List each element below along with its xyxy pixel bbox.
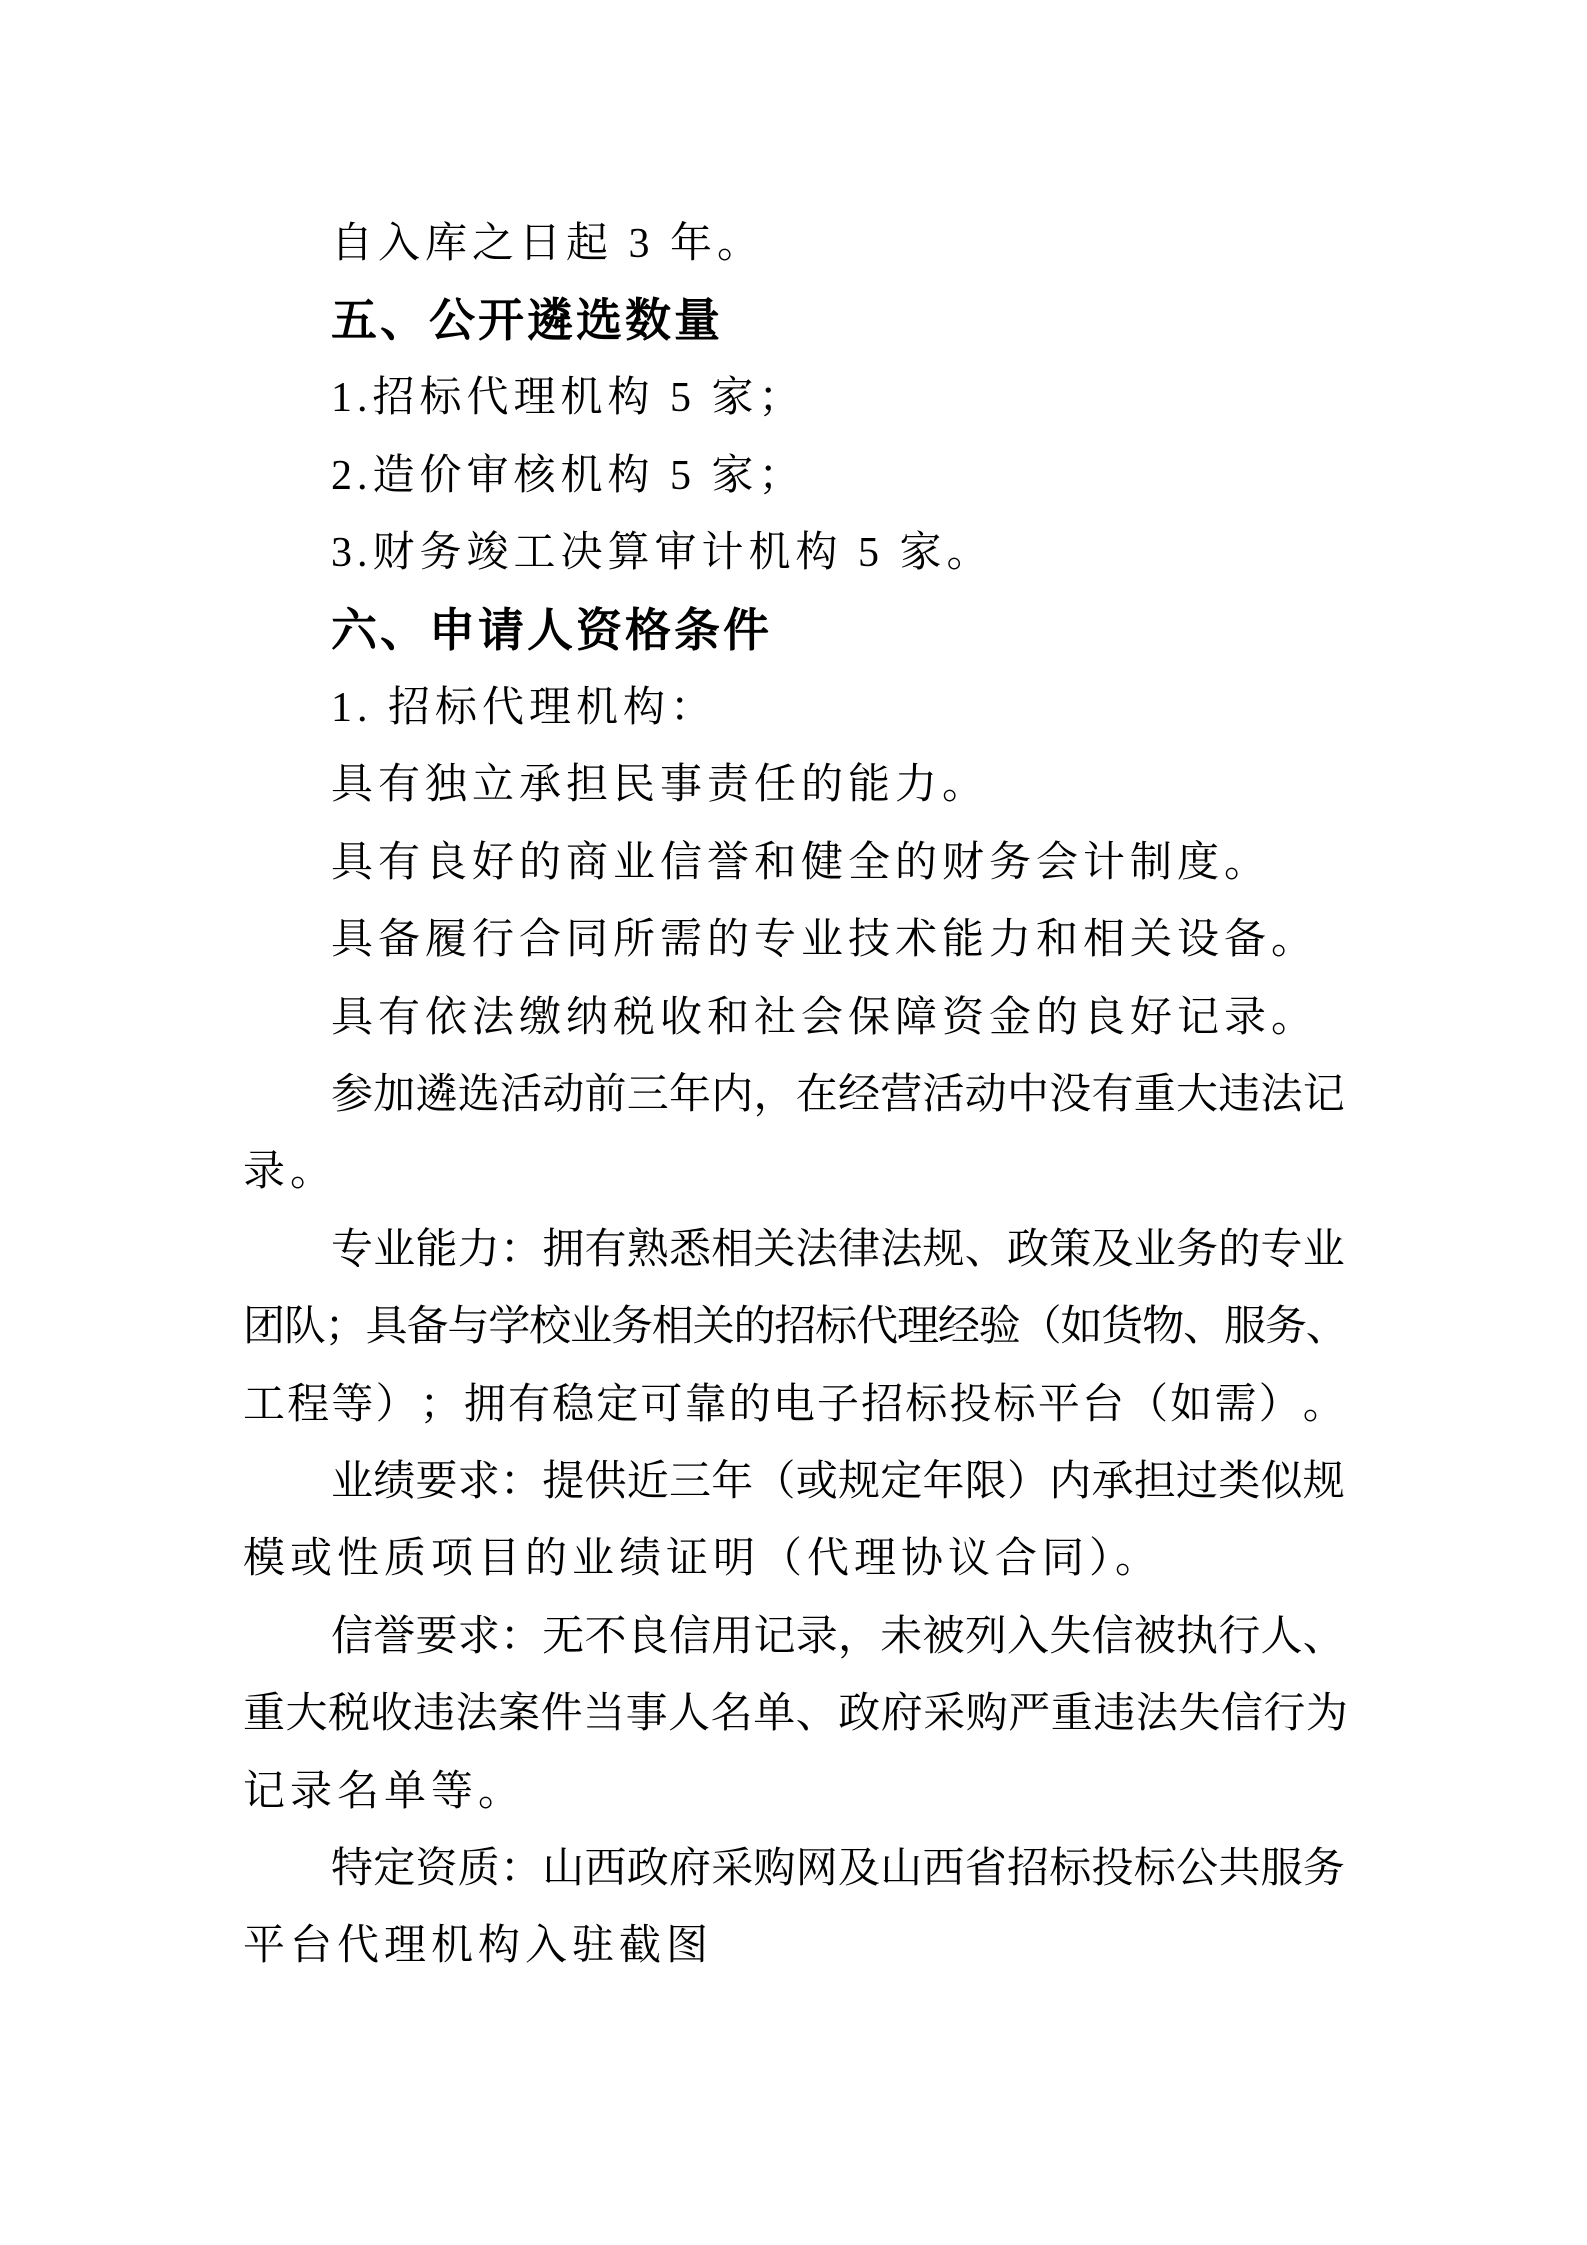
text-line: 参 加 遴 选 活 动 前 三 年 内 ， 在 经 营 活 动 中 没 有 重 大 违 法 记 [331,1071,1345,1118]
text-line: 具有良好的商业信誉和健全的财务会计制度。 [331,839,1272,886]
heading-line: 五、公开遴选数量 [331,294,723,347]
heading-line: 六、申请人资格条件 [331,603,772,656]
text-line: 2.造价审核机构 5 家； [331,452,806,499]
text-line: 具有独立承担民事责任的能力。 [331,762,990,809]
document-content [243,201,1345,1981]
text-line: 信 誉 要 求 ： 无 不 良 信 用 记 录 ， 未 被 列 入 失 信 被 执 行 人 、 [331,1613,1345,1660]
text-line: 录。 [243,1149,338,1196]
text-line: 专 业 能 力 ： 拥 有 熟 悉 相 关 法 律 法 规 、 政 策 及 业 务 的 专 业 [331,1226,1345,1273]
text-line: 团 队 ； 具 备 与 学 校 业 务 相 关 的 招 标 代 理 经 验 （ 如 货 物 、 服 务 、 [243,1304,1345,1351]
text-line: 1. 招标代理机构： [331,685,718,732]
text-line: 模或性质项目的业绩证明（代理协议合同）。 [243,1536,1163,1583]
text-line: 平台代理机构入驻截图 [243,1923,714,1970]
text-line: 3.财务竣工决算审计机构 5 家。 [331,530,994,577]
text-line: 自入库之日起 3 年。 [331,220,765,267]
text-line: 重 大 税 收 违 法 案 件 当 事 人 名 单 、 政 府 采 购 严 重 违 法 失 信 行 为 [243,1691,1345,1738]
text-line: 记录名单等。 [243,1768,526,1815]
text-line: 具备履行合同所需的专业技术能力和相关设备。 [331,917,1319,964]
text-line: 1.招标代理机构 5 家； [331,375,806,422]
text-line: 工 程 等 ） ； 拥 有 稳 定 可 靠 的 电 子 招 标 投 标 平 台 （ 如 需 ） 。 [243,1381,1345,1428]
text-line: 业 绩 要 求 ： 提 供 近 三 年 （ 或 规 定 年 限 ） 内 承 担 过 类 似 规 [331,1458,1345,1505]
text-line: 具有依法缴纳税收和社会保障资金的良好记录。 [331,994,1319,1041]
text-line: 特 定 资 质 ： 山 西 政 府 采 购 网 及 山 西 省 招 标 投 标 公 共 服 务 [331,1845,1345,1892]
